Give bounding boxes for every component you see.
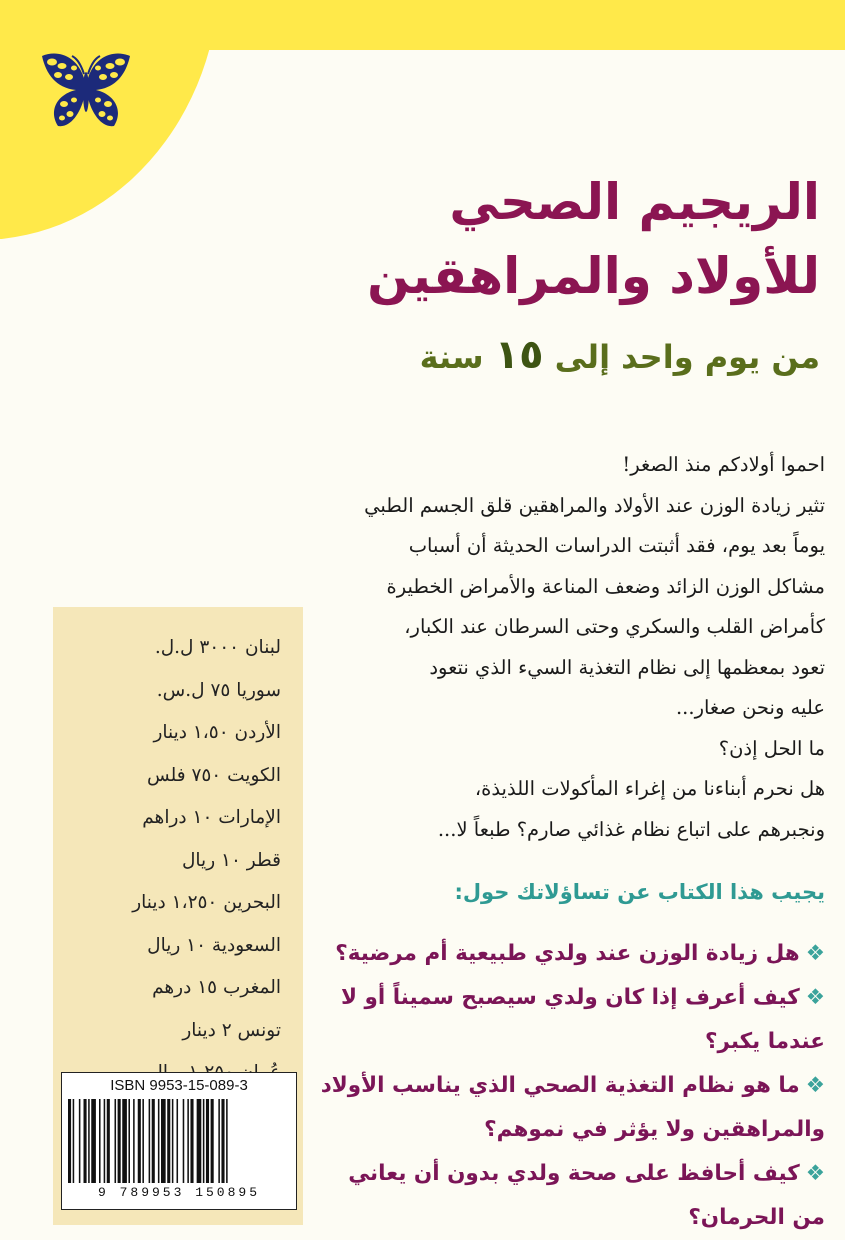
- barcode-bar: [161, 1099, 166, 1183]
- price-list: [61, 627, 281, 1095]
- blurb-line: تثير زيادة الوزن عند الأولاد والمراهقين قلق الجسم الطبي: [364, 493, 825, 517]
- barcode-bar: [104, 1099, 106, 1183]
- barcode-bar: [190, 1099, 193, 1183]
- barcode-bar: [91, 1099, 96, 1183]
- bullet-icon: ❖: [805, 985, 825, 1010]
- barcode-bar: [128, 1099, 130, 1183]
- blurb-line: هل نحرم أبناءنا من إغراء المأكولات اللذيذة،: [474, 777, 825, 800]
- price-row: البحرين ١،٢٥٠ دينار: [132, 892, 281, 913]
- barcode-bar: [183, 1099, 185, 1183]
- price-row: تونس ٢ دينار: [182, 1019, 281, 1041]
- barcode-bar: [68, 1099, 71, 1183]
- barcode-bar: [73, 1099, 75, 1183]
- barcode-bar: [177, 1099, 179, 1183]
- blurb-line: مشاكل الوزن الزائد وضعف المناعة والأمراض الخطيرة: [386, 574, 825, 598]
- price-row: المغرب ١٥ درهم: [152, 977, 281, 998]
- price-row: قطر ١٠ ريال: [181, 849, 281, 871]
- question-item-continued: من الحرمان؟: [688, 1205, 825, 1230]
- barcode-digits: 9 789953 150895: [97, 1185, 261, 1200]
- title-line-1: الريجيم الصحي: [449, 173, 820, 231]
- question-item-continued: عندما يكبر؟: [705, 1029, 825, 1054]
- barcode-bar: [197, 1099, 202, 1183]
- blurb-line: احموا أولادكم منذ الصغر!: [622, 453, 825, 476]
- barcode-bar: [172, 1099, 174, 1183]
- blurb-line: ما الحل إذن؟: [718, 736, 825, 760]
- barcode-bar: [149, 1099, 151, 1183]
- blurb-line: عليه ونحن صغار...: [675, 696, 825, 719]
- barcode-bar: [187, 1099, 189, 1183]
- barcode-bar: [84, 1099, 87, 1183]
- subtitle-number: ١٥: [494, 332, 544, 378]
- barcode-bar: [107, 1099, 110, 1183]
- isbn-label: ISBN 9953-15-089-3: [110, 1077, 248, 1094]
- price-row: الإمارات ١٠ دراهم: [142, 807, 281, 828]
- price-row: سوريا ٧٥ ل.س.: [156, 679, 281, 701]
- question-item-continued: والمراهقين ولا يؤثر في نموهم؟: [484, 1117, 825, 1142]
- price-row: الأردن ١،٥٠ دينار: [153, 722, 281, 743]
- barcode-bar: [203, 1099, 205, 1183]
- barcode-bar: [88, 1099, 90, 1183]
- blurb-line: تعود بمعظمها إلى نظام التغذية السيء الذي نتعود: [429, 655, 825, 679]
- price-row: السعودية ١٠ ريال: [147, 934, 281, 956]
- barcode-bar: [142, 1099, 144, 1183]
- question-item: ❖كيف أحافظ على صحة ولدي بدون أن يعاني: [348, 1161, 825, 1186]
- barcode-bar: [118, 1099, 121, 1183]
- bullet-icon: ❖: [805, 1073, 825, 1098]
- price-row: الكويت ٧٥٠ فلس: [147, 764, 281, 786]
- barcode-bar: [99, 1099, 101, 1183]
- question-item: ❖ما هو نظام التغذية الصحي الذي يناسب الأولاد: [320, 1073, 825, 1098]
- barcode-bar: [79, 1099, 81, 1183]
- subtitle-prefix: من يوم واحد إلى: [554, 338, 820, 376]
- barcode-bars: [68, 1099, 290, 1183]
- price-row: لبنان ٣٠٠٠ ل.ل.: [154, 637, 281, 658]
- barcode-bar: [218, 1099, 220, 1183]
- subtitle: [260, 332, 820, 378]
- bullet-icon: ❖: [805, 1161, 825, 1186]
- questions-list: [315, 932, 825, 1240]
- barcode-bar: [133, 1099, 135, 1183]
- question-item: ❖هل زيادة الوزن عند ولدي طبيعية أم مرضية؟: [335, 941, 825, 966]
- barcode-bar: [226, 1099, 228, 1183]
- subtitle-suffix: سنة: [419, 338, 484, 376]
- price-box: [53, 607, 303, 1225]
- blurb-line: ونجبرهم على اتباع نظام غذائي صارم؟ طبعاً لا...: [437, 817, 825, 841]
- barcode-bar: [167, 1099, 170, 1183]
- title-line-2: للأولاد والمراهقين: [367, 247, 820, 305]
- barcode-bar: [206, 1099, 209, 1183]
- barcode-bar: [158, 1099, 160, 1183]
- barcode-bar: [122, 1099, 127, 1183]
- barcode-bar: [115, 1099, 117, 1183]
- barcode-bar: [138, 1099, 141, 1183]
- barcode-bar: [221, 1099, 224, 1183]
- barcode-bar: [152, 1099, 155, 1183]
- butterfly-icon: [36, 48, 136, 132]
- questions-intro: يجيب هذا الكتاب عن تساؤلاتك حول:: [454, 880, 825, 904]
- blurb-line: يوماً بعد يوم، فقد أثبتت الدراسات الحديثة أن أسباب: [408, 534, 825, 557]
- bullet-icon: ❖: [805, 941, 825, 966]
- book-title: [260, 165, 820, 313]
- blurb-text: [305, 445, 825, 850]
- question-item: ❖كيف أعرف إذا كان ولدي سيصبح سميناً أو لا: [340, 985, 825, 1010]
- barcode: [61, 1072, 297, 1210]
- barcode-bar: [211, 1099, 214, 1183]
- blurb-line: كأمراض القلب والسكري وحتى السرطان عند الكبار،: [404, 615, 825, 638]
